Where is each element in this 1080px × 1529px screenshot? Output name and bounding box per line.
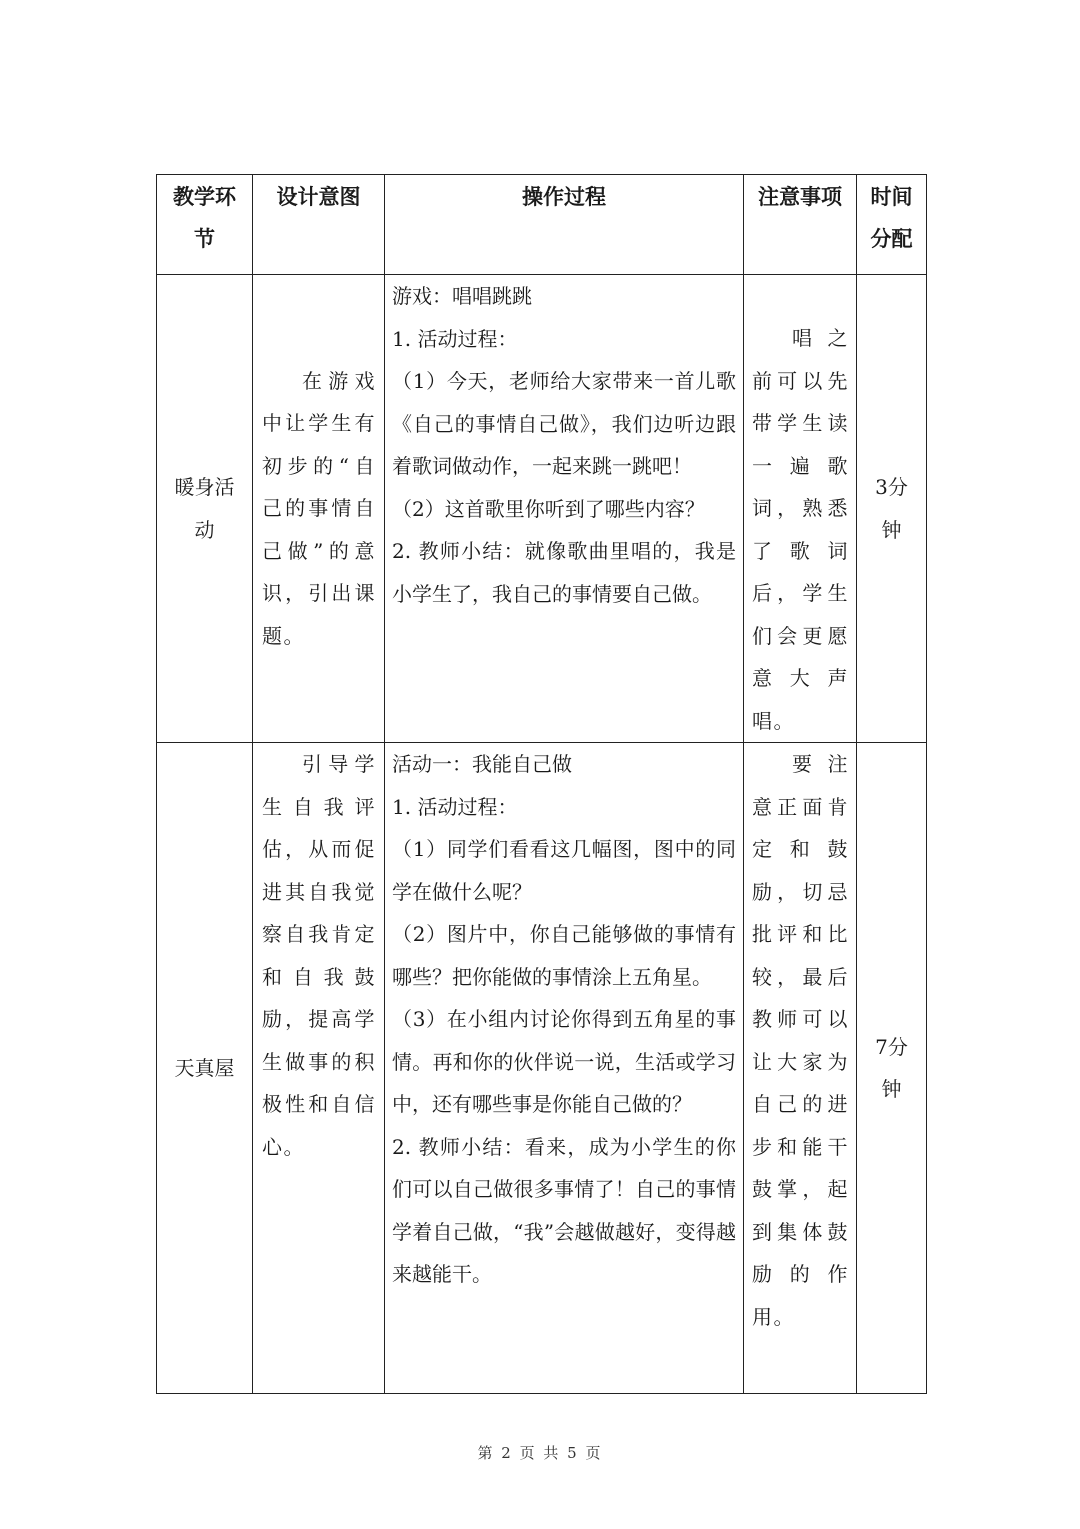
table-header-row — [157, 175, 927, 275]
process-line: 2. 教师小结：就像歌曲里唱的，我是小学生了，我自己的事情要自己做。 — [392, 539, 736, 606]
header-time: 时间分配 — [857, 175, 927, 275]
notes-cell: 唱之前可以先带学生读一遍歌词，熟悉了歌词后，学生们会更愿意大声唱。 — [744, 275, 857, 743]
process-text — [385, 275, 743, 615]
process-title: 活动一：我能自己做 — [392, 752, 572, 776]
stage-cell: 暖身活动 — [157, 275, 253, 743]
table-row — [157, 743, 927, 1394]
lesson-plan-table — [156, 174, 927, 1394]
process-line: 2. 教师小结：看来，成为小学生的你们可以自己做很多事情了！自己的事情学着自己做，“我”会越做越好，变得越来越能干。 — [392, 1134, 736, 1286]
process-line: 1. 活动过程： — [392, 794, 518, 819]
time-cell: 3分钟 — [857, 275, 927, 743]
process-cell — [385, 275, 744, 743]
process-line: （2）这首歌里你听到了哪些内容？ — [392, 496, 705, 521]
intent-cell: 在游戏中让学生有初步的“自己的事情自己做”的意识，引出课题。 — [253, 275, 385, 743]
process-cell — [385, 743, 744, 1394]
process-line: （1）今天，老师给大家带来一首儿歌《自己的事情自己做》，我们边听边跟着歌词做动作，一起来跳一跳吧！ — [392, 369, 736, 478]
time-cell: 7分钟 — [857, 743, 927, 1394]
intent-cell: 引导学生自我评估，从而促进其自我觉察自我肯定和自我鼓励，提高学生做事的积极性和自信心。 — [253, 743, 385, 1394]
process-line: （2）图片中，你自己能够做的事情有哪些？把你能做的事情涂上五角星。 — [392, 922, 736, 989]
header-notes: 注意事项 — [744, 175, 857, 275]
process-title: 游戏：唱唱跳跳 — [392, 284, 532, 308]
process-line: 1. 活动过程： — [392, 326, 518, 351]
process-line: （1）同学们看看这几幅图，图中的同学在做什么呢？ — [392, 837, 736, 904]
notes-cell: 要注意正面肯定和鼓励，切忌批评和比较，最后教师可以让大家为自己的进步和能干鼓掌，起到集体鼓励的作用。 — [744, 743, 857, 1394]
process-text — [385, 743, 743, 1296]
header-stage: 教学环节 — [157, 175, 253, 275]
page-footer: 第 2 页 共 5 页 — [477, 1444, 603, 1462]
header-intent: 设计意图 — [253, 175, 385, 275]
table-row — [157, 275, 927, 743]
header-process: 操作过程 — [385, 175, 744, 275]
stage-cell: 天真屋 — [157, 743, 253, 1394]
process-line: （3）在小组内讨论你得到五角星的事情。再和你的伙伴说一说，生活或学习中，还有哪些事是你能自己做的？ — [392, 1007, 736, 1116]
